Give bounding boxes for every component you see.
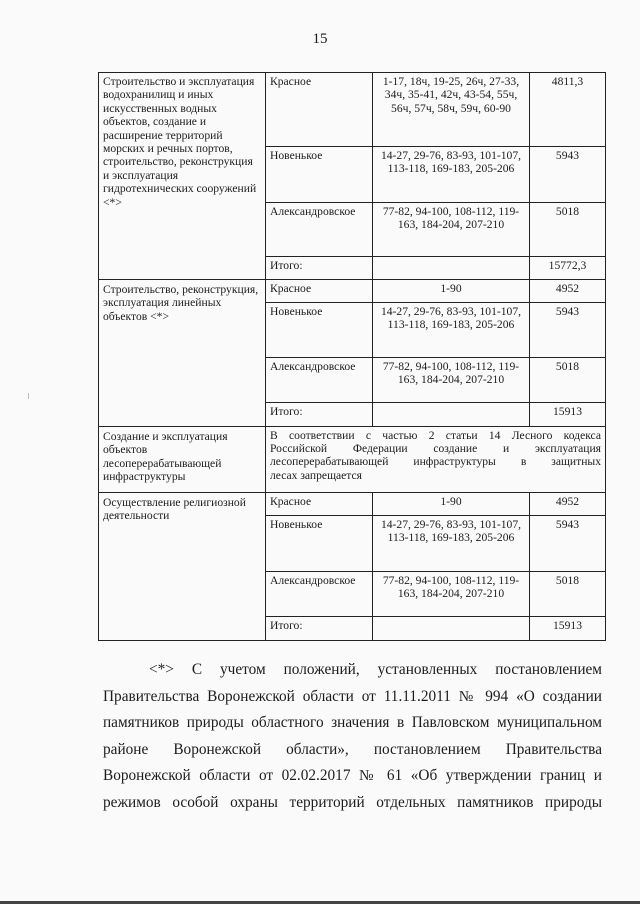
total-label: Итого: <box>266 617 373 641</box>
village-cell: Красное <box>266 493 373 516</box>
empty-cell <box>373 257 530 280</box>
volume-cell: 5018 <box>530 358 606 403</box>
volume-cell: 4952 <box>530 493 606 516</box>
village-cell: Александровское <box>266 572 373 617</box>
table-row <box>99 73 606 147</box>
footnote-paragraph <box>103 657 602 816</box>
volume-cell: 4811,3 <box>530 73 606 147</box>
empty-cell <box>373 403 530 427</box>
note-line: лесах запрещается <box>270 468 362 482</box>
total-value: 15772,3 <box>530 257 606 280</box>
village-cell: Александровское <box>266 358 373 403</box>
forest-use-table <box>98 72 606 641</box>
quarters-cell: 77-82, 94-100, 108-112, 119-163, 184-204, 207-210 <box>373 203 530 257</box>
quarters-cell: 1-90 <box>373 493 530 516</box>
purpose-cell: Строительство, реконструкция, эксплуатация линейных объектов <*> <box>99 280 266 427</box>
volume-cell: 5018 <box>530 572 606 617</box>
purpose-cell: Строительство и эксплуатация водохранилищ и иных искусственных водных объектов, создание и расширение территорий морских и речных портов, строительство, реконструкция и эксплуатация гидротехнических сооружений <*> <box>99 73 266 280</box>
total-label: Итого: <box>266 257 373 280</box>
volume-cell: 5018 <box>530 203 606 257</box>
purpose-cell: Осуществление религиозной деятельности <box>99 493 266 641</box>
footnote-line: памятников природы областного значения в Павловском муниципальном <box>103 714 602 731</box>
footnote-line: <*> С учетом положений, установленных постановлением <box>149 661 602 678</box>
village-cell: Александровское <box>266 203 373 257</box>
table-row <box>99 427 606 493</box>
footnote-line: режимов особой охраны территорий отдельных памятников природы <box>103 793 602 811</box>
footnote-line: Воронежской области от 02.02.2017 № 61 «Об утверждении границ и <box>103 767 602 784</box>
village-cell: Красное <box>266 280 373 303</box>
quarters-cell: 77-82, 94-100, 108-112, 119-163, 184-204, 207-210 <box>373 572 530 617</box>
note-line: лесоперерабатывающей инфраструктуры в защитных <box>270 455 601 469</box>
empty-cell <box>373 617 530 641</box>
quarters-cell: 14-27, 29-76, 83-93, 101-107, 113-118, 169-183, 205-206 <box>373 303 530 358</box>
page-number: 15 <box>312 31 328 47</box>
quarters-cell: 14-27, 29-76, 83-93, 101-107, 113-118, 169-183, 205-206 <box>373 147 530 203</box>
volume-cell: 5943 <box>530 303 606 358</box>
scan-mark <box>28 393 29 399</box>
total-value: 15913 <box>530 617 606 641</box>
quarters-cell: 14-27, 29-76, 83-93, 101-107, 113-118, 169-183, 205-206 <box>373 516 530 572</box>
total-value: 15913 <box>530 403 606 427</box>
footnote-line: Правительства Воронежской области от 11.11.2011 № 994 «О создании <box>103 687 602 705</box>
quarters-cell: 1-17, 18ч, 19-25, 26ч, 27-33, 34ч, 35-41, 42ч, 43-54, 55ч, 56ч, 57ч, 58ч, 59ч, 60-90 <box>373 73 530 147</box>
note-line: В соответствии с частью 2 статьи 14 Лесного кодекса <box>270 429 601 442</box>
quarters-cell: 1-90 <box>373 280 530 303</box>
table-row <box>99 280 606 303</box>
quarters-cell: 77-82, 94-100, 108-112, 119-163, 184-204, 207-210 <box>373 358 530 403</box>
village-cell: Новенькое <box>266 516 373 572</box>
village-cell: Новенькое <box>266 303 373 358</box>
volume-cell: 5943 <box>530 147 606 203</box>
village-cell: Новенькое <box>266 147 373 203</box>
footnote-line: районе Воронежской области», постановлением Правительства <box>103 740 602 758</box>
note-line: Российской Федерации создание и эксплуатация <box>270 442 601 456</box>
prohibition-note <box>266 427 606 493</box>
table-row <box>99 493 606 516</box>
village-cell: Красное <box>266 73 373 147</box>
volume-cell: 5943 <box>530 516 606 572</box>
total-label: Итого: <box>266 403 373 427</box>
volume-cell: 4952 <box>530 280 606 303</box>
purpose-cell: Создание и эксплуатация объектов лесоперерабатывающей инфраструктуры <box>99 427 266 493</box>
